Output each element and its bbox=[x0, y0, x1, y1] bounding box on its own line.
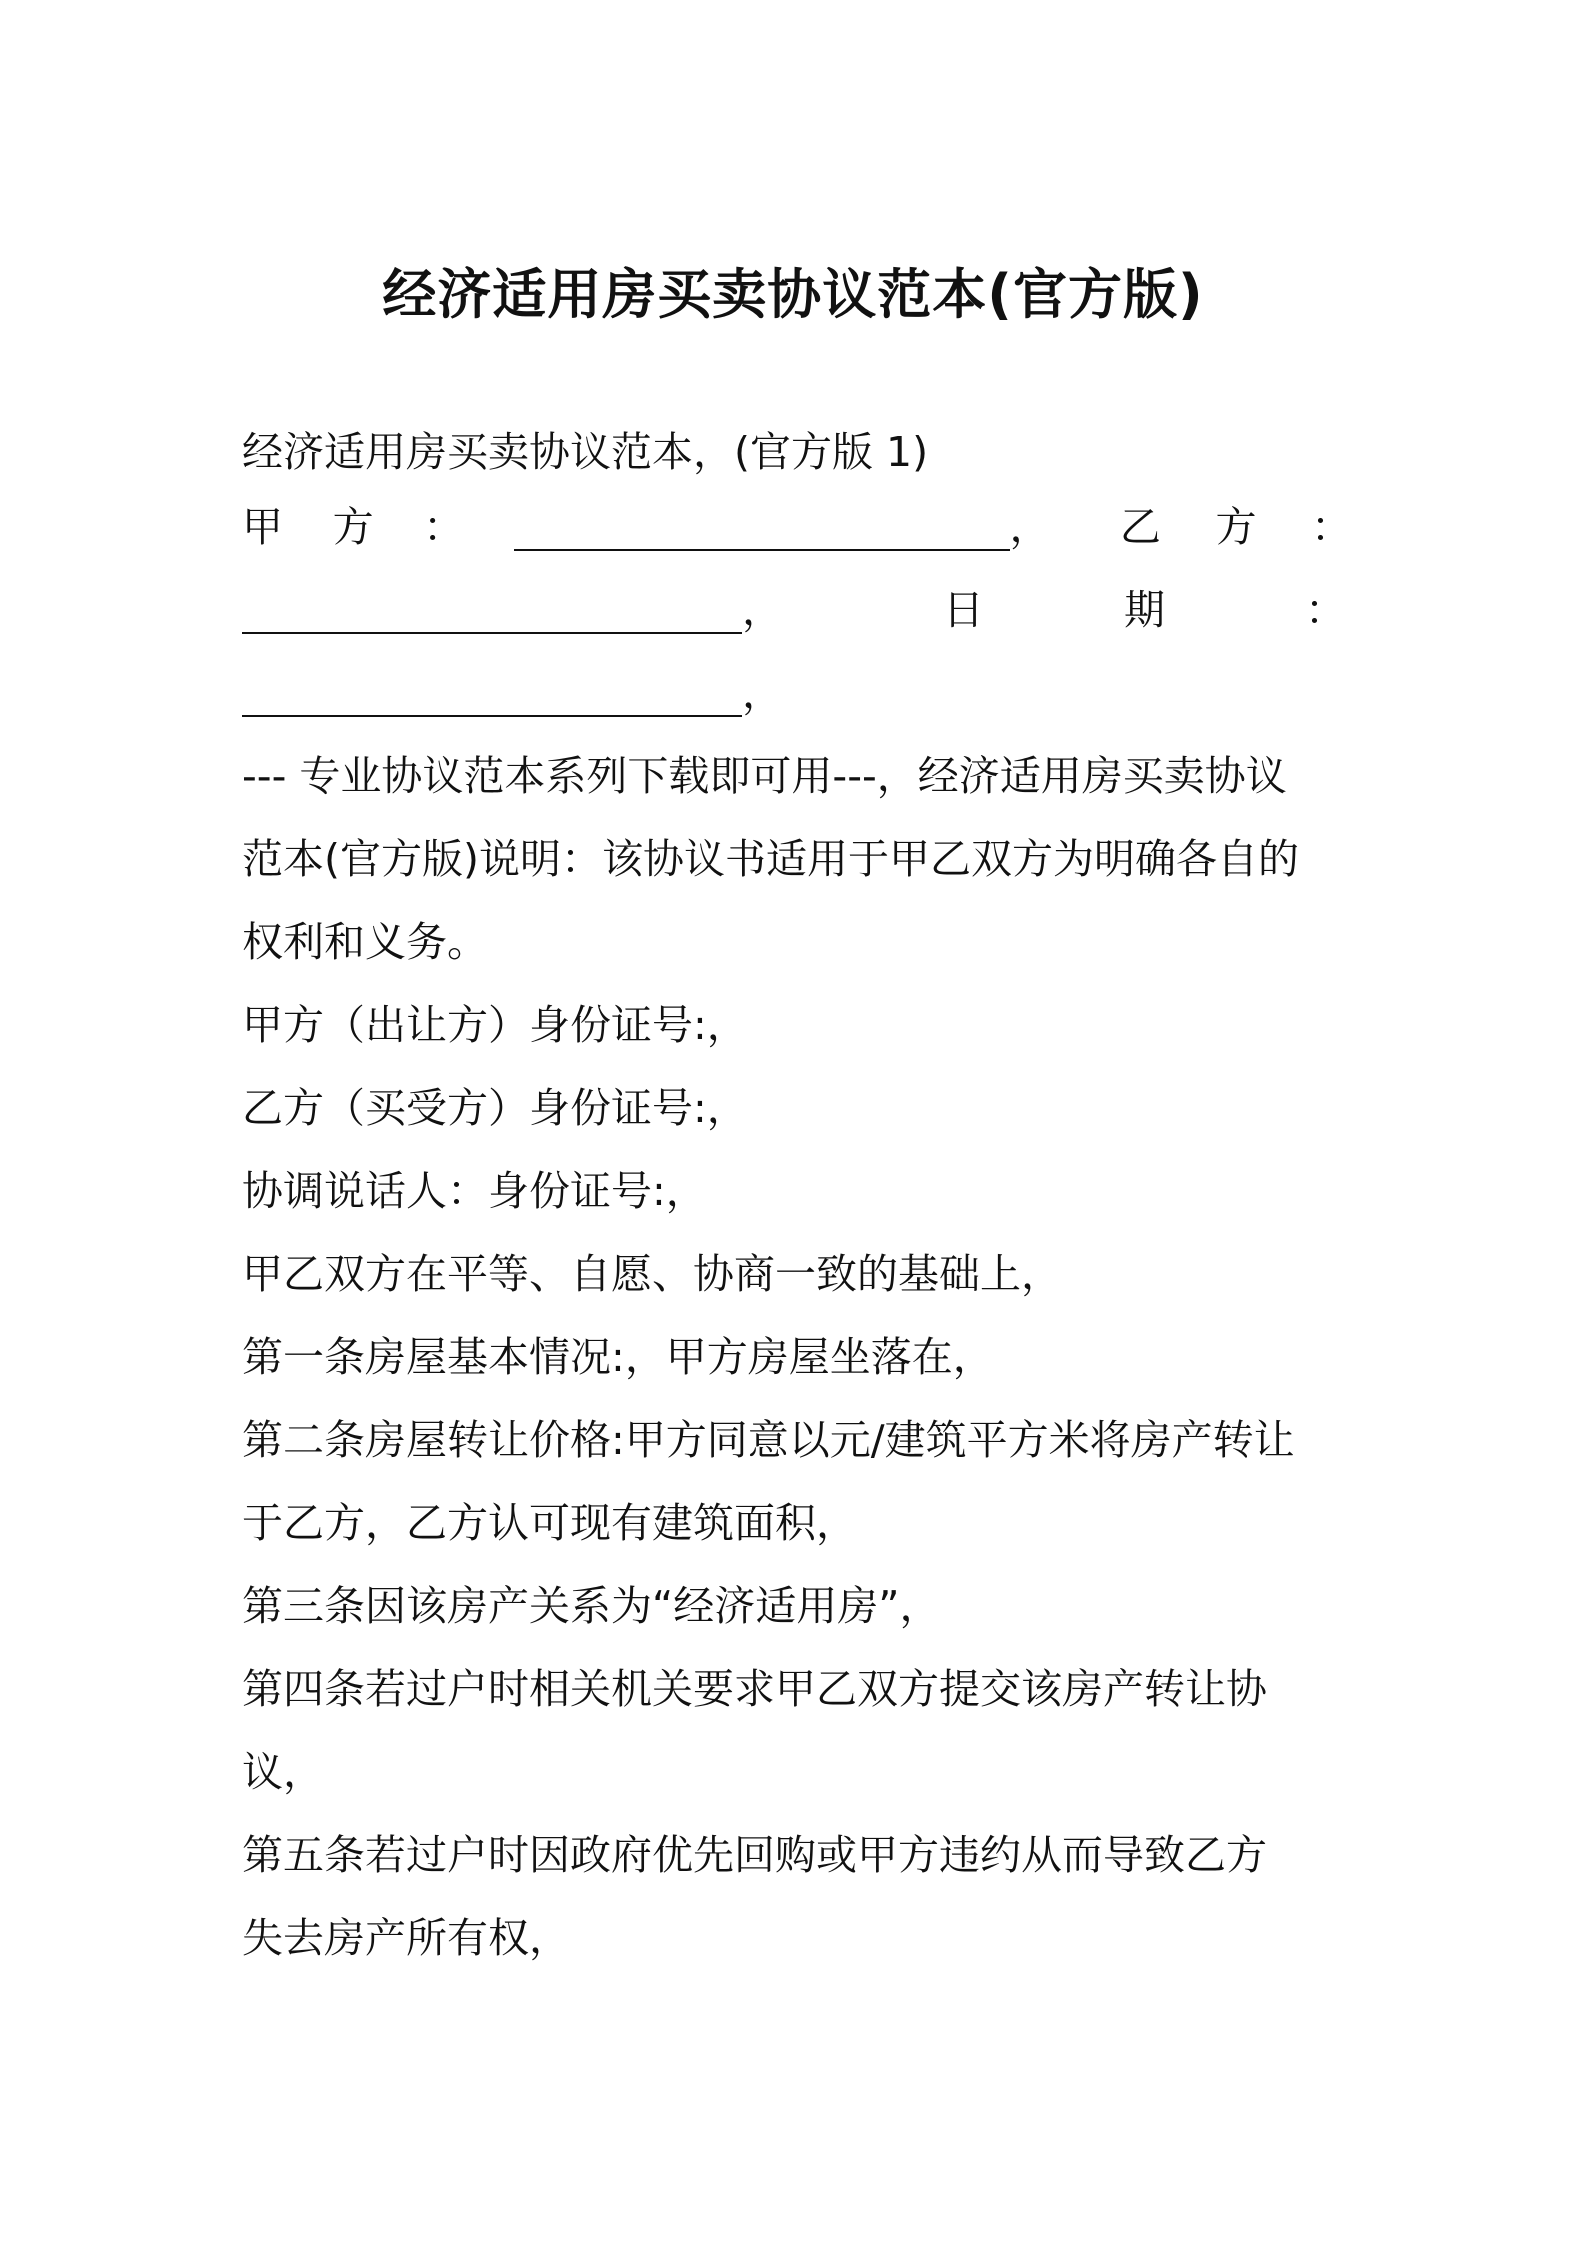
body-paragraph-line: 失去房产所有权， bbox=[242, 1914, 570, 1962]
party-b-comma: ， bbox=[742, 586, 783, 634]
body-paragraph-line: 第四条若过户时相关机关要求甲乙双方提交该房产转让协 bbox=[242, 1665, 1267, 1713]
date-comma: ， bbox=[742, 669, 783, 717]
party-a-char-3: ： bbox=[423, 503, 465, 551]
body-paragraph-line: 第五条若过户时因政府优先回购或甲方违约从而导致乙方 bbox=[242, 1831, 1267, 1879]
party-line-1 bbox=[242, 485, 1352, 569]
body-paragraph-line: 范本(官方版)说明：该协议书适用于甲乙双方为明确各自的 bbox=[242, 835, 1299, 883]
document-subtitle: 经济适用房买卖协议范本，(官方版 1) bbox=[242, 428, 929, 476]
body-paragraph-line: 于乙方，乙方认可现有建筑面积， bbox=[242, 1499, 857, 1547]
document-title: 经济适用房买卖协议范本(官方版) bbox=[382, 263, 1204, 326]
date-char-2: 期 bbox=[1124, 586, 1165, 634]
party-a-char-1: 甲 bbox=[242, 503, 283, 551]
body-paragraph-line: --- 专业协议范本系列下载即可用---，经济适用房买卖协议 bbox=[242, 752, 1287, 800]
party-a-blank bbox=[514, 503, 1010, 551]
party-line-2 bbox=[242, 568, 1352, 652]
date-char-3: ： bbox=[1305, 586, 1346, 634]
body-paragraph-line: 权利和义务。 bbox=[242, 918, 488, 966]
party-a-char-2: 方 bbox=[332, 503, 374, 551]
body-paragraph-line: 甲方（出让方）身份证号:， bbox=[242, 1001, 748, 1049]
date-char-1: 日 bbox=[943, 586, 984, 634]
party-a-comma: ， bbox=[1009, 503, 1051, 551]
body-paragraph-line: 协调说话人：身份证号:， bbox=[242, 1167, 707, 1215]
body-paragraph-line: 乙方（买受方）身份证号:， bbox=[242, 1084, 748, 1132]
body-paragraph-line: 第三条因该房产关系为“经济适用房”， bbox=[242, 1582, 941, 1630]
date-blank bbox=[242, 669, 742, 717]
body-paragraph-line: 甲乙双方在平等、自愿、协商一致的基础上， bbox=[242, 1250, 1062, 1298]
body-paragraph-line: 第一条房屋基本情况:，甲方房屋坐落在， bbox=[242, 1333, 994, 1381]
party-b-char-3: ： bbox=[1310, 503, 1352, 551]
party-b-char-2: 方 bbox=[1215, 503, 1257, 551]
date-line bbox=[242, 651, 1352, 735]
body-paragraph-line: 议， bbox=[242, 1748, 324, 1796]
party-b-blank bbox=[242, 586, 742, 634]
party-b-char-1: 乙 bbox=[1119, 503, 1161, 551]
body-paragraph-line: 第二条房屋转让价格:甲方同意以元/建筑平方米将房产转让 bbox=[242, 1416, 1295, 1464]
